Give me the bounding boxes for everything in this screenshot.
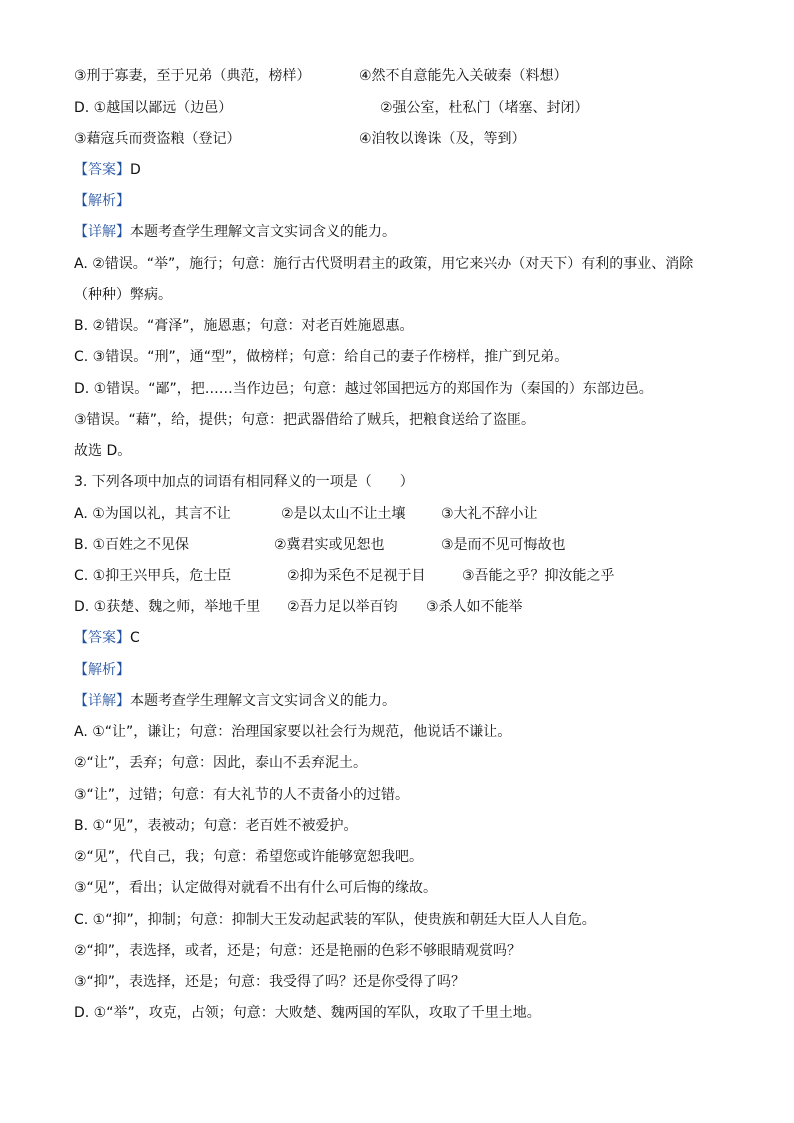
text-column: ③藉寇兵而赍盗粮（登记） [74, 131, 241, 147]
option-column: ③是而不见可悔故也 [441, 537, 566, 553]
option-column: B. ①百姓之不见保 [74, 537, 190, 553]
option-column: ②吾力足以举百钧 [287, 599, 398, 615]
text-column: ②强公室，杜私门（堵塞、封闭） [380, 100, 589, 116]
analysis-line [74, 660, 130, 680]
option-column: ②是以太山不让土壤 [281, 506, 406, 522]
option-column: ③吾能之乎？抑汝能之乎 [462, 568, 615, 584]
text-line: ②“抑”，表选择，或者，还是；句意：还是艳丽的色彩不够眼睛观赏吗？ [74, 943, 522, 959]
text-line: C. ③错误。“刑”，通“型”，做榜样；句意：给自己的妻子作榜样，推广到兄弟。 [74, 349, 569, 365]
text-line: ②“见”，代自己，我；句意：希望您或许能够宽恕我吧。 [74, 849, 424, 865]
option-column: ②冀君实或见恕也 [274, 537, 385, 553]
answer-value: D [130, 162, 141, 178]
detail-text: 本题考查学生理解文言文实词含义的能力。 [130, 224, 396, 240]
text-column: ③刑于寡妻，至于兄弟（典范，榜样） [74, 68, 311, 84]
text-line: ②“让”，丢弃；句意：因此，泰山不丢弃泥土。 [74, 755, 368, 771]
answer-line [74, 160, 141, 180]
option-column: D. ①获楚、魏之师，举地千里 [74, 599, 261, 615]
option-column: C. ①抑王兴甲兵，危士臣 [74, 568, 232, 584]
detail-line [74, 222, 396, 242]
option-line [74, 566, 615, 586]
text-line: （种种）弊病。 [74, 287, 172, 303]
text-line: A. ②错误。“举”，施行；句意：施行古代贤明君主的政策，用它来兴办（对天下）有利的事业、消除 [74, 256, 694, 272]
option-column: ③大礼不辞小让 [441, 506, 538, 522]
detail-text: 本题考查学生理解文言文实词含义的能力。 [130, 693, 396, 709]
option-column: ③杀人如不能举 [426, 599, 523, 615]
analysis-tag: 【解析】 [74, 193, 130, 209]
detail-tag: 【详解】 [74, 224, 130, 240]
option-column: ②抑为采色不足视于目 [287, 568, 426, 584]
text-line: ③“抑”，表选择，还是；句意：我受得了吗？还是你受得了吗？ [74, 974, 466, 990]
text-column: ④洎牧以谗诛（及，等到） [359, 131, 526, 147]
analysis-line [74, 191, 130, 211]
option-line [74, 535, 566, 555]
text-line: ③“见”，看出；认定做得对就看不出有什么可后悔的缘故。 [74, 880, 438, 896]
answer-tag: 【答案】 [74, 162, 130, 178]
option-column: A. ①为国以礼，其言不让 [74, 506, 231, 522]
text-line: D. ①错误。“鄙”，把……当作边邑；句意：越过邻国把远方的郑国作为（秦国的）东部边邑。 [74, 381, 653, 397]
text-line: ③错误。“藉”，给，提供；句意：把武器借给了贼兵，把粮食送给了盗匪。 [74, 412, 536, 428]
text-line: A. ①“让”，谦让；句意：治理国家要以社会行为规范，他说话不谦让。 [74, 724, 512, 740]
text-line: D. ①“举”，攻克，占领；句意：大败楚、魏两国的军队，攻取了千里土地。 [74, 1005, 541, 1021]
text-line: ③“让”，过错；句意：有大礼节的人不责备小的过错。 [74, 787, 410, 803]
answer-tag: 【答案】 [74, 630, 130, 646]
option-line [74, 597, 523, 617]
text-line [74, 98, 589, 118]
detail-tag: 【详解】 [74, 693, 130, 709]
text-column: D. ①越国以鄙远（边邑） [74, 100, 233, 116]
option-line [74, 504, 538, 524]
text-line: C. ①“抑”，抑制；句意：抑制大王发动起武装的军队，使贵族和朝廷大臣人人自危。 [74, 912, 596, 928]
detail-line [74, 691, 396, 711]
answer-line [74, 628, 140, 648]
question-title: 3. 下列各项中加点的词语有相同释义的一项是（ ） [74, 474, 414, 490]
answer-value: C [130, 630, 140, 646]
text-line: B. ②错误。“膏泽”，施恩惠；句意：对老百姓施恩惠。 [74, 318, 414, 334]
text-line [74, 66, 568, 86]
text-line: 故选 D。 [74, 443, 132, 459]
text-column: ④然不自意能先入关破秦（料想） [359, 68, 568, 84]
text-line: B. ①“见”，表被动；句意：老百姓不被爱护。 [74, 818, 358, 834]
text-line [74, 129, 526, 149]
analysis-tag: 【解析】 [74, 662, 130, 678]
